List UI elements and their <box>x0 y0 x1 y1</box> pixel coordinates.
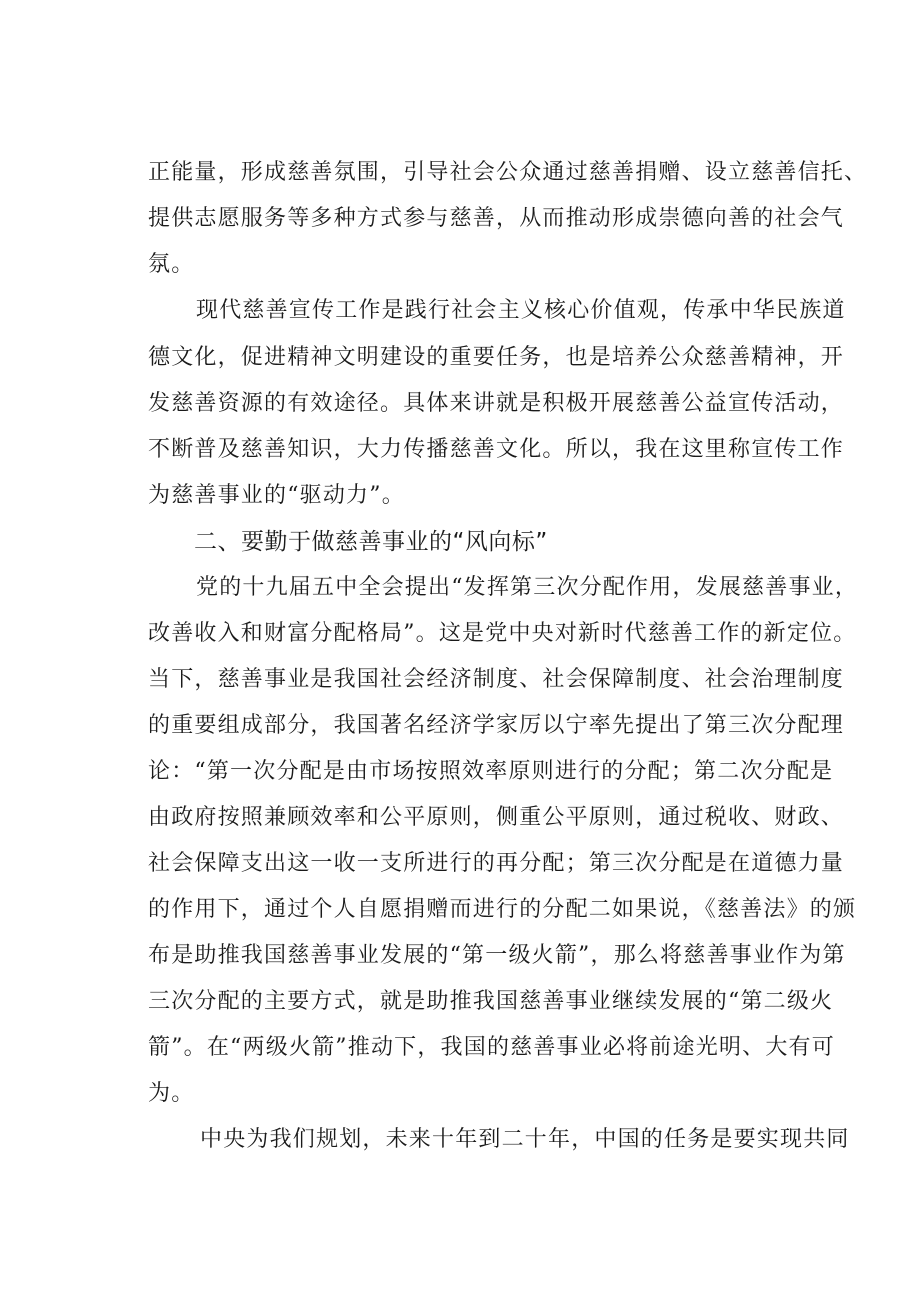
text-line: 三次分配的主要方式，就是助推我国慈善事业继续发展的“第二级火 <box>148 989 834 1014</box>
text-line: 当下，慈善事业是我国社会经济制度、社会保障制度、社会治理制度 <box>148 667 845 692</box>
text-line: 改善收入和财富分配格局”。这是党中央对新时代慈善工作的新定位。 <box>148 621 857 646</box>
text-line: 不断普及慈善知识，大力传播慈善文化。所以，我在这里称宣传工作 <box>148 437 845 462</box>
text-line: 发慈善资源的有效途径。具体来讲就是积极开展慈善公益宣传活动， <box>148 391 845 416</box>
text-line: 为。 <box>148 1081 195 1106</box>
text-line: 氛。 <box>148 252 195 277</box>
text-line: 布是助推我国慈善事业发展的“第一级火箭”，那么将慈善事业作为第 <box>148 943 846 968</box>
text-line: 论：“第一次分配是由市场按照效率原则进行的分配；第二次分配是 <box>148 759 834 784</box>
paragraph-first-line: 党的十九届五中全会提出“发挥第三次分配作用，发展慈善事业， <box>196 575 859 600</box>
text-line: 为慈善事业的“驱动力”。 <box>148 483 405 508</box>
text-line: 由政府按照兼顾效率和公平原则，侧重公平原则，通过税收、财政、 <box>148 805 845 830</box>
text-line: 提供志愿服务等多种方式参与慈善，从而推动形成崇德向善的社会气 <box>148 206 845 231</box>
text-line: 正能量，形成慈善氛围，引导社会公众通过慈善捐赠、设立慈善信托、 <box>148 160 868 185</box>
paragraph-first-line: 现代慈善宣传工作是践行社会主义核心价值观，传承中华民族道 <box>196 298 846 323</box>
text-line: 的作用下，通过个人自愿捐赠而进行的分配二如果说，《慈善法》的颁 <box>148 897 857 922</box>
paragraph-first-line: 中央为我们规划，未来十年到二十年，中国的任务是要实现共同 <box>200 1127 850 1152</box>
text-line: 的重要组成部分，我国著名经济学家厉以宁率先提出了第三次分配理 <box>148 713 845 738</box>
text-line: 社会保障支出这一收一支所进行的再分配；第三次分配是在道德力量 <box>148 851 845 876</box>
text-line: 德文化，促进精神文明建设的重要任务，也是培养公众慈善精神，开 <box>148 345 845 370</box>
section-heading: 二、要勤于做慈善事业的“风向标” <box>194 529 548 555</box>
text-line: 箭”。在“两级火箭”推动下，我国的慈善事业必将前途光明、大有可 <box>148 1035 835 1060</box>
